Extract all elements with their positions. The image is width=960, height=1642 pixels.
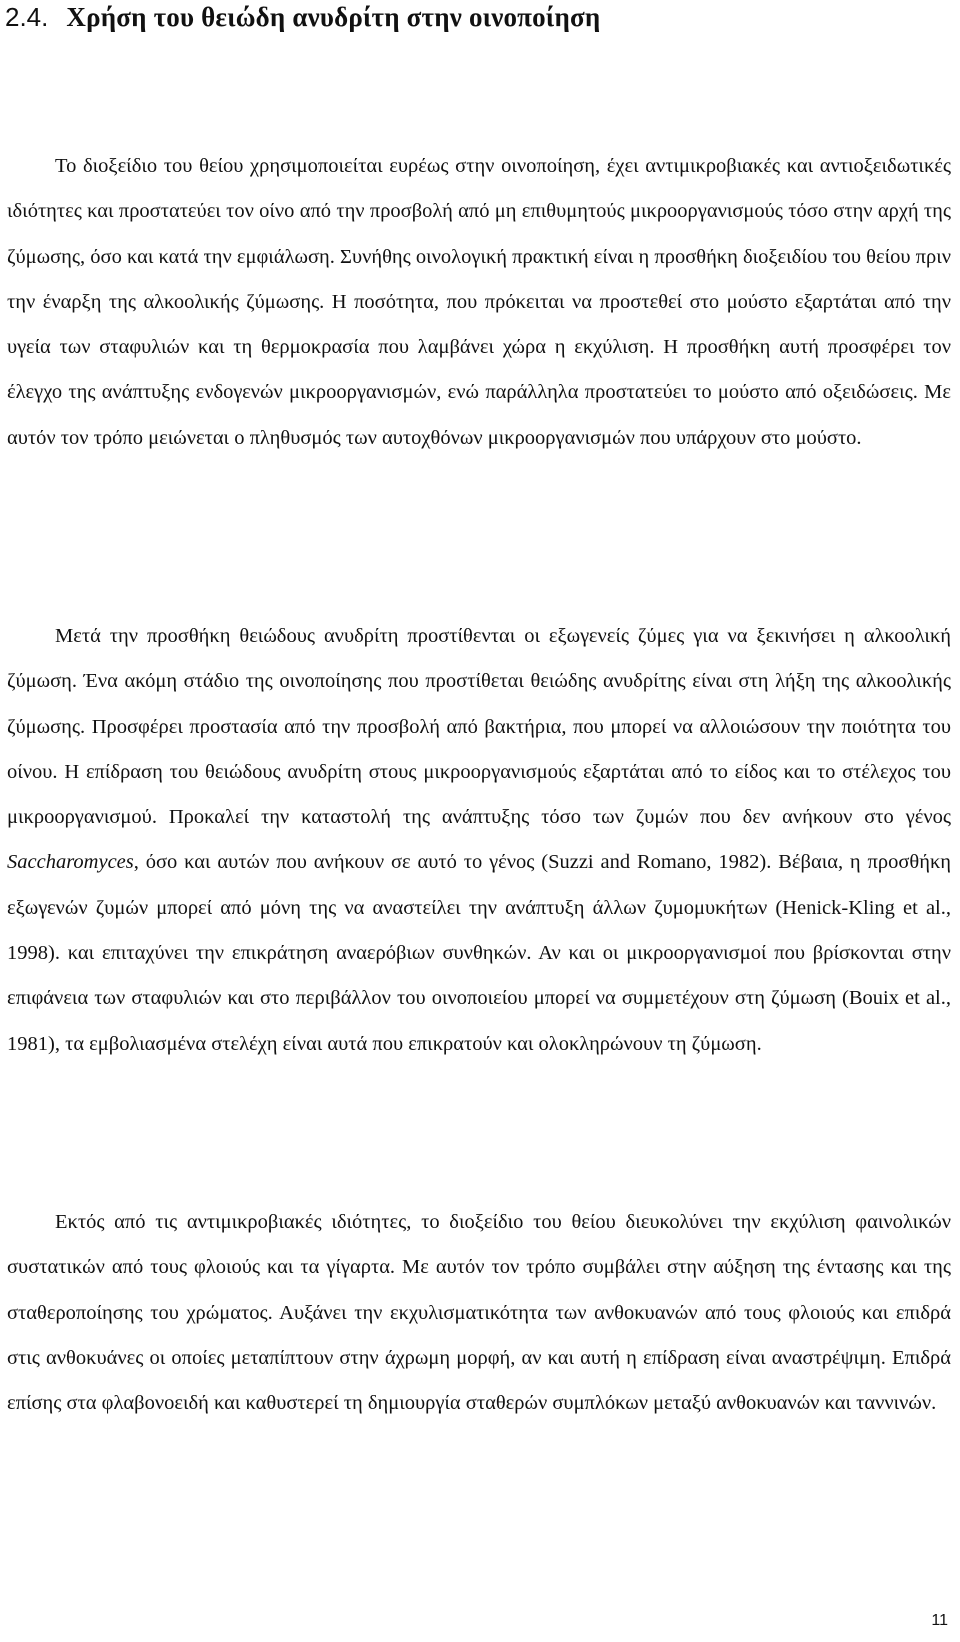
section-number: 2.4. — [5, 2, 49, 32]
paragraph-2 — [7, 614, 951, 1067]
paragraph-2-italic-genus: Saccharomyces — [7, 851, 134, 874]
section-heading — [5, 0, 945, 34]
paragraph-1-text: Το διοξείδιο του θείου χρησιμοποιείται ευρέως στην οινοποίηση, έχει αντιμικροβιακές και αντιοξειδωτικές ιδιότητες και προστατεύει τον οίνο από την προσβολή από μη επιθυμητούς μικροοργανισμούς τόσο στην αρχή της ζύμωσης, όσο και κατά την εμφιάλωση. Συνήθης οινολογική πρακτική είναι η προσθήκη διοξειδίου του θείου πριν την έναρξη της αλκοολικής ζύμωσης. Η ποσότητα, που πρόκειται να προστεθεί στο μούστο εξαρτάται από την υγεία των σταφυλιών και τη θερμοκρασία που λαμβάνει χώρα η εκχύλιση. Η προσθήκη αυτή προσφέρει τον έλεγχο της ανάπτυξης ενδογενών μικροοργανισμών, ενώ παράλληλα προστατεύει το μούστο από οξειδώσεις. Με αυτόν τον τρόπο μειώνεται ο πληθυσμός των αυτοχθόνων μικροοργανισμών που υπάρχουν στο μούστο. — [7, 155, 951, 449]
paragraph-3-text: Εκτός από τις αντιμικροβιακές ιδιότητες, το διοξείδιο του θείου διευκολύνει την εκχύλιση φαινολικών συστατικών από τους φλοιούς και τα γίγαρτα. Με αυτόν τον τρόπο συμβάλει στην αύξηση της έντασης και της σταθεροποίησης του χρώματος. Αυξάνει την εκχυλισματικότητα των ανθοκυανών από τους φλοιούς και επιδρά στις ανθοκυάνες οι οποίες μεταπίπτουν στην άχρωμη μορφή, αν και αυτή η επίδραση είναι αναστρέψιμη. Επιδρά επίσης στα φλαβονοειδή και καθυστερεί τη δημιουργία σταθερών συμπλόκων μεταξύ ανθοκυανών και ταννινών. — [7, 1211, 951, 1415]
section-title: Χρήση του θειώδη ανυδρίτη στην οινοποίηση — [66, 2, 601, 32]
paragraph-2-text-after: , όσο και αυτών που ανήκουν σε αυτό το γένος (Suzzi and Romano, 1982). Βέβαια, η προσθήκη εξωγενών ζυμών μπορεί από μόνη της να αναστείλει την ανάπτυξη άλλων ζυμομυκήτων (Henick-Kling et al., 1998). και επιταχύνει την επικράτηση αναερόβιων συνθηκών. Αν και οι μικροοργανισμοί που βρίσκονται στην επιφάνεια των σταφυλιών και στο περιβάλλον του οινοποιείου μπορεί να συμμετέχουν στη ζύμωση (Bouix et al., 1981), τα εμβολιασμένα στελέχη είναι αυτά που επικρατούν και ολοκληρώνουν τη ζύμωση. — [7, 851, 951, 1055]
paragraph-2-text-before: Μετά την προσθήκη θειώδους ανυδρίτη προστίθενται οι εξωγενείς ζύμες για να ξεκινήσει η αλκοολική ζύμωση. Ένα ακόμη στάδιο της οινοποίησης που προστίθεται θειώδης ανυδρίτης είναι στη λήξη της αλκοολικής ζύμωσης. Προσφέρει προστασία από την προσβολή από βακτήρια, που μπορεί να αλλοιώσουν την ποιότητα του οίνου. Η επίδραση του θειώδους ανυδρίτη στους μικροοργανισμούς εξαρτάται από το είδος και το στέλεχος του μικροοργανισμού. Προκαλεί την καταστολή της ανάπτυξης τόσο των ζυμών που δεν ανήκουν στο γένος — [7, 625, 951, 829]
paragraph-3 — [7, 1200, 951, 1426]
page-number: 11 — [931, 1612, 948, 1629]
paragraph-1 — [7, 144, 951, 461]
